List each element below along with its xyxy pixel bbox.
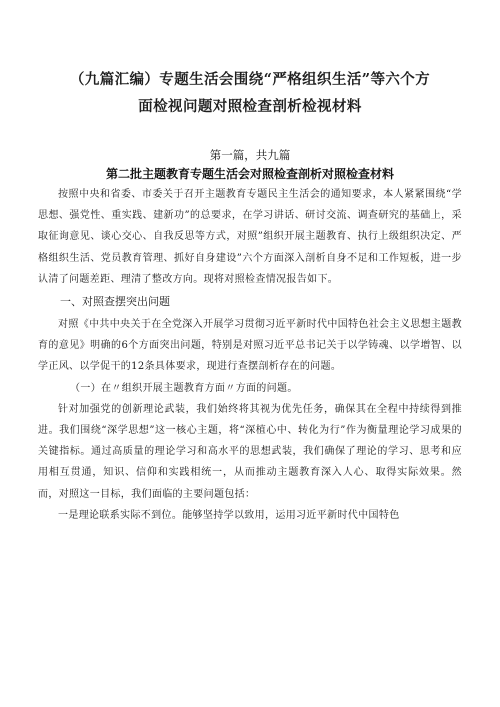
document-title-line-1: （九篇汇编）专题生活会围绕“严格组织生活”等六个方 [69,71,431,88]
section-heading-1: 一、对照查摆突出问题 [60,295,170,309]
part-heading: 第一篇，共九篇 [209,148,291,162]
paragraph-3: 针对加强党的创新理论武装，我们始终将其视为优先任务，确保其在全程中持续得到推进。我们围绕“深学思想”这一核心主题，将“深植心中、转化为行”作为衡量理论学习成果的关键指标。通过高质量的理论学习和高水平的思想武装，我们确保了理论的学习、思考和应用相互贯通，知识、信仰和实践相统一，从而推动主题教育深入人心、取得实际效果。然而，对照这一目标，我们面临的主要问题包括： [38,403,462,500]
part-title: 第二批主题教育专题生活会对照检查剖析对照检查材料 [105,167,394,181]
document-title-line-2: 面检视问题对照检查剖析检视材料 [138,98,362,115]
paragraph-4: 一是理论联系实际不到位。能够坚持学以致用，运用习近平新时代中国特色 [58,509,400,521]
paragraph-2: 对照《中共中央关于在全党深入开展学习贯彻习近平新时代中国特色社会主义思想主题教育的意见》明确的6个方面突出问题，特别是对照习近平总书记关于以学铸魂、以学增智、以学正风、以学促干的12条具体要求，现进行查摆剖析存在的问题。 [38,319,462,373]
intro-paragraph: 按照中央和省委、市委关于召开主题教育专题民主生活会的通知要求，本人紧紧围绕“学思想、强党性、重实践、建新功”的总要求，在学习讲话、研讨交流、调查研究的基础上，采取征询意见、谈心交心、自我反思等方式，对照”组织开展主题教育、执行上级组织决定、严格组织生活、党员教育管理、抓好自身建设”六个方面深入剖析自身不足和工作短板，进一步认清了问题差距、理清了整改方向。现将对照检查情况报告如下。 [38,189,462,285]
subsection-heading-1: （一）在〃组织开展主题教育方面〃方面的问题。 [70,382,298,394]
